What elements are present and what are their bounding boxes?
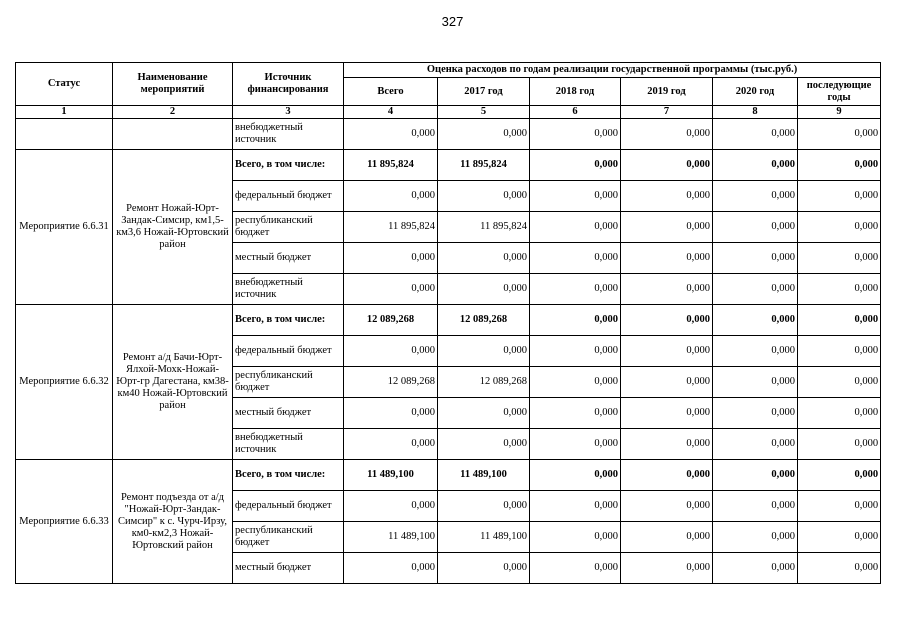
table-row	[16, 119, 881, 150]
value-cell: 0,000	[798, 243, 881, 274]
value-cell: 12 089,268	[438, 305, 530, 336]
status-cell: Мероприятие 6.6.32	[16, 305, 113, 460]
value-cell: 0,000	[530, 274, 621, 305]
table-row	[16, 150, 881, 181]
table-row	[16, 305, 881, 336]
source-cell: внебюджетный источник	[233, 274, 344, 305]
value-cell: 0,000	[798, 491, 881, 522]
value-cell: 0,000	[344, 243, 438, 274]
header-total: Всего	[344, 78, 438, 106]
value-cell: 0,000	[621, 119, 713, 150]
source-cell: республиканский бюджет	[233, 367, 344, 398]
source-cell: республиканский бюджет	[233, 522, 344, 553]
value-cell: 0,000	[530, 429, 621, 460]
value-cell: 0,000	[344, 491, 438, 522]
value-cell: 0,000	[798, 429, 881, 460]
value-cell: 0,000	[798, 274, 881, 305]
value-cell: 0,000	[713, 119, 798, 150]
value-cell: 0,000	[438, 119, 530, 150]
value-cell: 0,000	[798, 181, 881, 212]
source-cell: внебюджетный источник	[233, 119, 344, 150]
column-index: 6	[530, 106, 621, 119]
header-later: последующие годы	[798, 78, 881, 106]
value-cell: 0,000	[530, 367, 621, 398]
value-cell: 0,000	[713, 243, 798, 274]
value-cell: 0,000	[344, 429, 438, 460]
value-cell: 0,000	[530, 336, 621, 367]
value-cell: 12 089,268	[344, 367, 438, 398]
value-cell: 0,000	[713, 367, 798, 398]
table-row	[16, 460, 881, 491]
value-cell: 11 489,100	[344, 460, 438, 491]
value-cell: 0,000	[344, 553, 438, 584]
source-cell: Всего, в том числе:	[233, 150, 344, 181]
value-cell: 0,000	[621, 367, 713, 398]
value-cell: 0,000	[530, 460, 621, 491]
value-cell: 0,000	[798, 305, 881, 336]
value-cell: 0,000	[713, 553, 798, 584]
source-cell: Всего, в том числе:	[233, 305, 344, 336]
value-cell: 0,000	[621, 553, 713, 584]
value-cell: 0,000	[530, 119, 621, 150]
page-number: 327	[441, 14, 464, 29]
value-cell: 0,000	[798, 336, 881, 367]
value-cell: 0,000	[438, 181, 530, 212]
value-cell: 0,000	[713, 491, 798, 522]
value-cell: 0,000	[621, 398, 713, 429]
value-cell: 11 489,100	[438, 460, 530, 491]
column-index: 7	[621, 106, 713, 119]
value-cell: 11 895,824	[344, 212, 438, 243]
value-cell: 0,000	[713, 181, 798, 212]
value-cell: 0,000	[798, 367, 881, 398]
value-cell: 0,000	[621, 336, 713, 367]
value-cell: 0,000	[530, 181, 621, 212]
name-cell: Ремонт Ножай-Юрт-Зандак-Симсир, км1,5-км3,6 Ножай-Юртовский район	[113, 150, 233, 305]
header-2018: 2018 год	[530, 78, 621, 106]
header-2020: 2020 год	[713, 78, 798, 106]
value-cell: 0,000	[438, 243, 530, 274]
value-cell: 0,000	[621, 212, 713, 243]
value-cell: 0,000	[344, 398, 438, 429]
value-cell: 0,000	[530, 212, 621, 243]
value-cell: 0,000	[530, 150, 621, 181]
value-cell: 0,000	[530, 305, 621, 336]
value-cell: 0,000	[798, 553, 881, 584]
status-cell: Мероприятие 6.6.31	[16, 150, 113, 305]
header-2019: 2019 год	[621, 78, 713, 106]
value-cell: 0,000	[344, 181, 438, 212]
status-cell: Мероприятие 6.6.33	[16, 460, 113, 584]
value-cell: 0,000	[438, 429, 530, 460]
name-cell: Ремонт а/д Бачи-Юрт-Ялхой-Мохк-Ножай-Юрт-гр Дагестана, км38-км40 Ножай-Юртовский район	[113, 305, 233, 460]
value-cell: 0,000	[798, 398, 881, 429]
source-cell: местный бюджет	[233, 243, 344, 274]
value-cell: 0,000	[713, 460, 798, 491]
column-index: 1	[16, 106, 113, 119]
name-cell	[113, 119, 233, 150]
value-cell: 0,000	[344, 274, 438, 305]
source-cell: внебюджетный источник	[233, 429, 344, 460]
status-cell	[16, 119, 113, 150]
value-cell: 0,000	[438, 398, 530, 429]
source-cell: Всего, в том числе:	[233, 460, 344, 491]
value-cell: 11 895,824	[438, 150, 530, 181]
value-cell: 0,000	[530, 553, 621, 584]
value-cell: 0,000	[438, 553, 530, 584]
value-cell: 11 489,100	[438, 522, 530, 553]
value-cell: 0,000	[713, 150, 798, 181]
value-cell: 0,000	[798, 119, 881, 150]
value-cell: 0,000	[798, 150, 881, 181]
value-cell: 0,000	[530, 491, 621, 522]
value-cell: 0,000	[438, 491, 530, 522]
value-cell: 12 089,268	[344, 305, 438, 336]
value-cell: 0,000	[621, 429, 713, 460]
source-cell: федеральный бюджет	[233, 491, 344, 522]
value-cell: 0,000	[344, 119, 438, 150]
source-cell: местный бюджет	[233, 398, 344, 429]
value-cell: 0,000	[344, 336, 438, 367]
column-index: 9	[798, 106, 881, 119]
value-cell: 0,000	[798, 212, 881, 243]
value-cell: 0,000	[713, 522, 798, 553]
name-cell: Ремонт подъезда от а/д "Ножай-Юрт-Зандак-Симсир" к с. Чурч-Ирзу, км0-км2,3 Ножай-Юртовский район	[113, 460, 233, 584]
value-cell: 11 895,824	[438, 212, 530, 243]
value-cell: 0,000	[438, 336, 530, 367]
source-cell: республиканский бюджет	[233, 212, 344, 243]
header-source: Источник финансирования	[233, 63, 344, 106]
value-cell: 0,000	[621, 274, 713, 305]
value-cell: 0,000	[713, 336, 798, 367]
value-cell: 0,000	[621, 181, 713, 212]
column-index: 2	[113, 106, 233, 119]
budget-table	[15, 62, 881, 584]
value-cell: 0,000	[713, 274, 798, 305]
header-status: Статус	[16, 63, 113, 106]
value-cell: 0,000	[713, 429, 798, 460]
value-cell: 11 489,100	[344, 522, 438, 553]
value-cell: 0,000	[713, 398, 798, 429]
header-estimate: Оценка расходов по годам реализации государственной программы (тыс.руб.)	[344, 63, 881, 78]
value-cell: 12 089,268	[438, 367, 530, 398]
value-cell: 0,000	[621, 243, 713, 274]
column-index: 8	[713, 106, 798, 119]
value-cell: 0,000	[713, 305, 798, 336]
value-cell: 0,000	[621, 305, 713, 336]
source-cell: федеральный бюджет	[233, 336, 344, 367]
value-cell: 0,000	[621, 522, 713, 553]
column-index: 3	[233, 106, 344, 119]
value-cell: 0,000	[713, 212, 798, 243]
value-cell: 0,000	[621, 150, 713, 181]
header-2017: 2017 год	[438, 78, 530, 106]
column-index: 4	[344, 106, 438, 119]
source-cell: местный бюджет	[233, 553, 344, 584]
value-cell: 0,000	[530, 522, 621, 553]
value-cell: 0,000	[530, 243, 621, 274]
value-cell: 0,000	[798, 522, 881, 553]
header-name: Наименование мероприятий	[113, 63, 233, 106]
value-cell: 0,000	[530, 398, 621, 429]
source-cell: федеральный бюджет	[233, 181, 344, 212]
value-cell: 11 895,824	[344, 150, 438, 181]
value-cell: 0,000	[621, 460, 713, 491]
value-cell: 0,000	[798, 460, 881, 491]
value-cell: 0,000	[438, 274, 530, 305]
column-index: 5	[438, 106, 530, 119]
value-cell: 0,000	[621, 491, 713, 522]
